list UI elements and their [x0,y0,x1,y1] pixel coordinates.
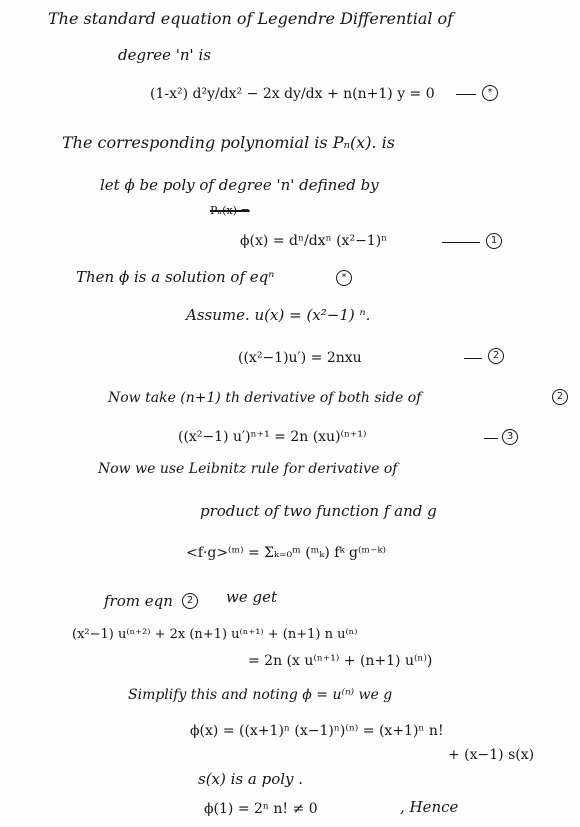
equation-line: ϕ(1) = 2ⁿ n! ≠ 0 [204,801,318,817]
equation-tag: 1 [486,233,502,249]
text-line: product of two function f and g [200,502,437,520]
equation-line: ϕ(x) = ((x+1)ⁿ (x−1)ⁿ)⁽ⁿ⁾ = (x+1)ⁿ n! [190,723,444,739]
struck-out-text: Pₙ(x) = [210,204,250,217]
equation-tag: 2 [182,593,198,609]
equation-tag: 2 [488,348,504,364]
equation-tag: * [336,270,352,286]
equation-dash [464,358,482,359]
text-line: we get [226,588,277,606]
equation-tag: 3 [502,429,518,445]
text-line: degree 'n' is [118,46,211,64]
equation-line: (1-x²) d²y/dx² − 2x dy/dx + n(n+1) y = 0 [150,86,435,102]
equation-line: = 2n (x u⁽ⁿ⁺¹⁾ + (n+1) u⁽ⁿ⁾) [248,653,433,669]
equation-line: ((x²−1)u′) = 2nxu [238,350,362,366]
text-line: s(x) is a poly . [198,770,304,788]
text-line: Now we use Leibnitz rule for derivative of [98,461,398,477]
equation-line: ϕ(x) = dⁿ/dxⁿ (x²−1)ⁿ [240,233,388,249]
text-line: Now take (n+1) th derivative of both side of [108,390,422,406]
text-line: let ϕ be poly of degree 'n' defined by [100,176,379,194]
equation-line: <f·g>⁽ᵐ⁾ = Σₖ₌₀ᵐ (ᵐₖ) fᵏ g⁽ᵐ⁻ᵏ⁾ [186,545,386,561]
equation-dash [484,438,498,439]
text-line: Then ϕ is a solution of eqⁿ [76,268,275,286]
equation-line: ((x²−1) u′)ⁿ⁺¹ = 2n (xu)⁽ⁿ⁺¹⁾ [178,429,367,445]
equation-dash [456,94,476,95]
equation-line: (x²−1) u⁽ⁿ⁺²⁾ + 2x (n+1) u⁽ⁿ⁺¹⁾ + (n+1) n u⁽ⁿ⁾ [72,627,358,642]
equation-line: + (x−1) s(x) [448,747,535,763]
equation-tag: 2 [552,389,568,405]
text-line: Assume. u(x) = (x²−1) ⁿ. [186,306,371,324]
text-line: Simplify this and noting ϕ = u⁽ⁿ⁾ we g [128,687,393,703]
text-line: The corresponding polynomial is Pₙ(x). is [62,133,395,152]
text-line: The standard equation of Legendre Differential of [48,9,454,28]
equation-tag: * [482,85,498,101]
text-line: , Hence [400,798,459,816]
text-line: from eqn [104,592,173,610]
equation-dash [442,242,480,243]
